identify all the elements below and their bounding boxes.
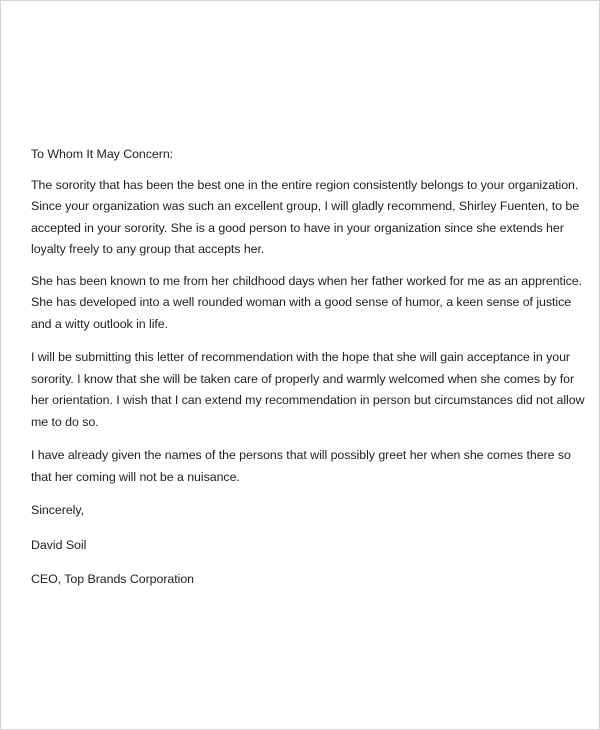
signer-title: CEO, Top Brands Corporation bbox=[31, 572, 195, 586]
paragraph-3: I will be submitting this letter of recommendation with the hope that she will gain acceptance in your sorority. I know that she will be taken care of properly and warmly welcomed when she comes by for her orientation. I wish that I can extend my recommendation in person but circumstances did not allow me to do so. bbox=[31, 350, 585, 429]
paragraph-2: She has been known to me from her childhood days when her father worked for me as an apprentice. She has developed into a well rounded woman with a good sense of humor, a keen sense of justice and a witty outlook in life. bbox=[31, 273, 583, 331]
paragraph-4: I have already given the names of the persons that will possibly greet her when she comes there so that her coming will not be a nuisance. bbox=[31, 448, 571, 484]
letter-body bbox=[31, 144, 591, 591]
signer-name: David Soil bbox=[31, 537, 87, 552]
salutation: To Whom It May Concern: bbox=[31, 147, 174, 161]
paragraph-1: The sorority that has been the best one in the entire region consistently belongs to your organization. Since your organization was such an excellent group, I will gladly recommend, Shirley Fuenten, to be accepted in your sorority. She is a good person to have in your organization since she extends her loyalty freely to any group that accepts her. bbox=[31, 177, 580, 256]
closing: Sincerely, bbox=[31, 503, 84, 517]
